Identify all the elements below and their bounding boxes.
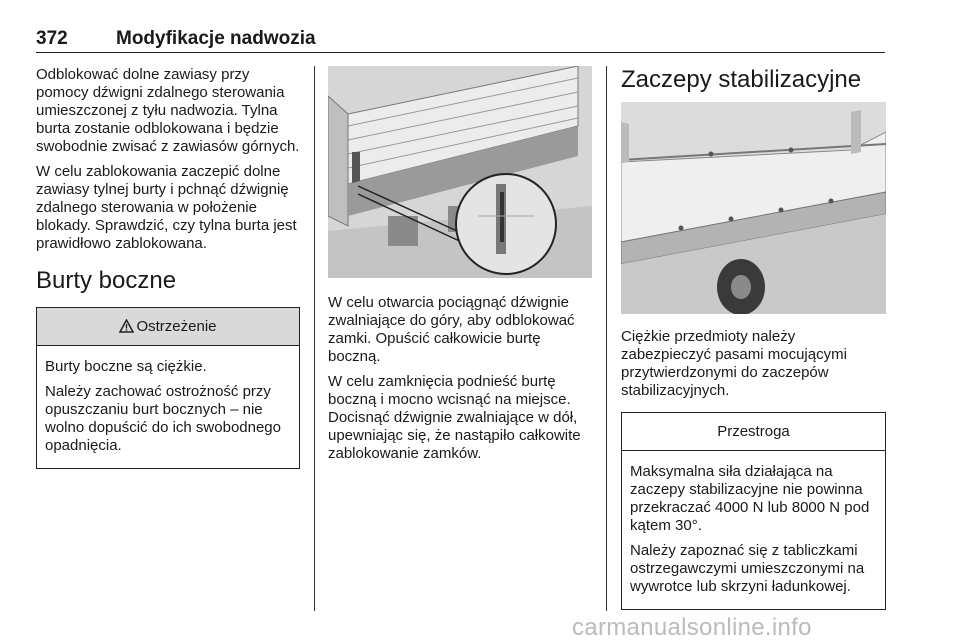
caution-box (621, 412, 886, 610)
warning-box-body (37, 346, 299, 468)
warning-title: Ostrzeżenie (136, 318, 217, 335)
tailgate-lever-image (328, 66, 592, 278)
warning-paragraph: Burty boczne są ciężkie. (45, 358, 207, 375)
caution-box-header: Przestroga (622, 413, 885, 451)
section-heading-stabilizing-hooks: Zaczepy stabilizacyjne (621, 66, 862, 93)
cargo-bed-illustration (621, 102, 886, 314)
page-header (36, 28, 885, 53)
body-paragraph: W celu otwarcia pociągnąć dźwignie zwalniające do góry, aby odblokować zamki. Opuścić całkowicie burtę boczną. (328, 294, 575, 365)
caution-box-body (622, 451, 885, 609)
warning-paragraph: Należy zachować ostrożność przy opuszczaniu burt bocznych – nie wolno dopuścić do ich swobodnego opadnięcia. (45, 383, 281, 454)
body-paragraph: Ciężkie przedmioty należy zabezpieczyć pasami mocującymi przytwierdzonymi do zaczepów stabilizacyjnych. (621, 328, 847, 399)
warning-triangle-icon (119, 319, 134, 333)
caution-paragraph: Należy zapoznać się z tabliczkami ostrzegawczymi umieszczonymi na wywrotce lub skrzyni ładunkowej. (630, 542, 865, 595)
warning-box-header (37, 308, 299, 346)
cargo-bed-image (621, 102, 886, 314)
body-paragraph: W celu zablokowania zaczepić dolne zawiasy tylnej burty i pchnąć dźwignię zdalnego sterowania w położenie blokady. Sprawdzić, czy tylna burta jest prawidłowo zablokowana. (36, 163, 297, 252)
warning-box (36, 307, 300, 469)
column-divider-1 (314, 66, 315, 611)
column-left (36, 66, 300, 469)
column-right (621, 66, 886, 610)
tailgate-lever-illustration (328, 66, 592, 278)
page-title: Modyfikacje nadwozia (116, 28, 316, 49)
body-paragraph: W celu zamknięcia podnieść burtę boczną i mocno wcisnąć na miejsce. Docisnąć dźwignie zwalniające w dół, upewniając się, że nastąpiło całkowite zablokowanie zamków. (328, 373, 581, 462)
page-number: 372 (36, 28, 68, 49)
column-middle (328, 66, 592, 470)
body-paragraph: Odblokować dolne zawiasy przy pomocy dźwigni zdalnego sterowania umieszczonej z tyłu nadwozia. Tylna burta zostanie odblokowana i będzie swobodnie zwisać z zawiasów górnych. (36, 66, 300, 155)
column-divider-2 (606, 66, 607, 611)
caution-paragraph: Maksymalna siła działająca na zaczepy stabilizacyjne nie powinna przekraczać 4000 N lub 8000 N pod kątem 30°. (630, 463, 870, 534)
section-heading-side-panels: Burty boczne (36, 267, 177, 294)
watermark: carmanualsonline.info (572, 614, 812, 641)
